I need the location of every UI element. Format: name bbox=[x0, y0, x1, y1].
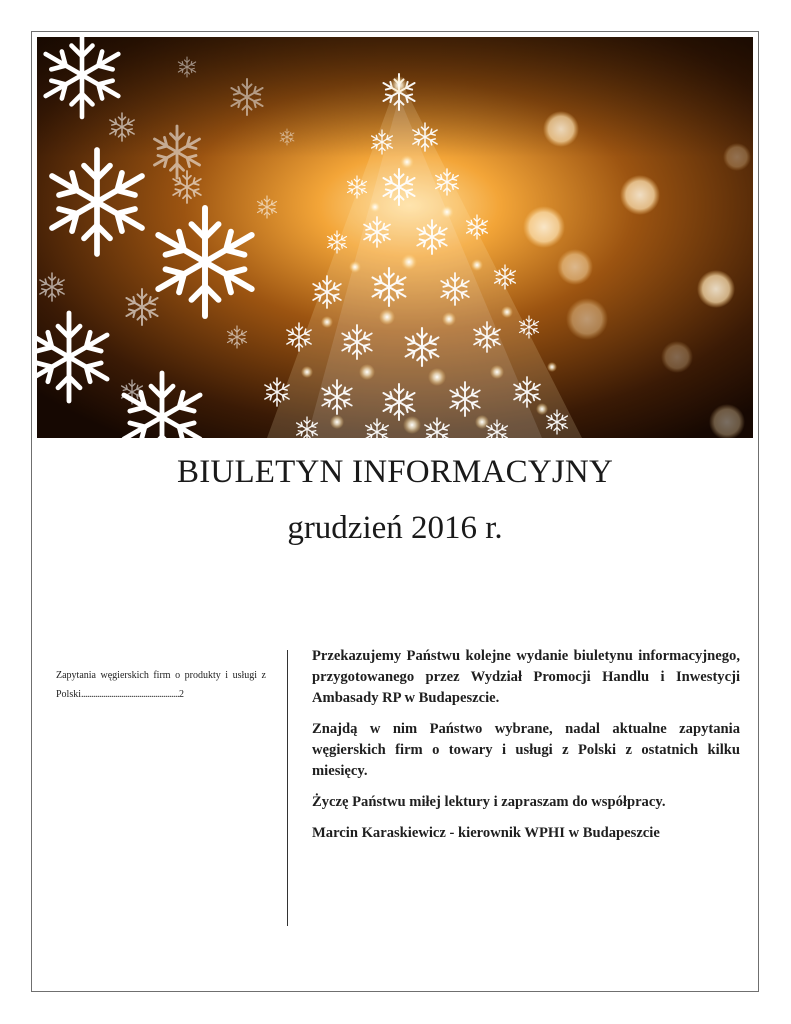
toc-entry[interactable] bbox=[56, 666, 266, 704]
toc-leader-dots: ................................................. bbox=[81, 689, 180, 700]
christmas-banner-image bbox=[37, 37, 753, 438]
bulletin-date: grudzień 2016 r. bbox=[287, 510, 503, 546]
bulletin-title: BIULETYN INFORMACYJNY bbox=[177, 454, 613, 490]
intro-paragraph: Życzę Państwu miłej lektury i zapraszam do współpracy. bbox=[312, 794, 666, 810]
column-divider bbox=[287, 650, 288, 926]
toc-entry-title: Zapytania węgierskich firm o produkty i usługi z Polski bbox=[56, 670, 266, 700]
intro-text bbox=[312, 646, 740, 844]
intro-paragraph: Przekazujemy Państwu kolejne wydanie biuletynu informacyjnego, przygotowanego przez Wydział Promocji Handlu i Inwestycji Ambasady RP w Budapeszcie. bbox=[312, 648, 740, 706]
signature: Marcin Karaskiewicz - kierownik WPHI w Budapeszcie bbox=[312, 825, 660, 841]
toc-page-number: 2 bbox=[179, 689, 185, 700]
table-of-contents bbox=[56, 666, 266, 704]
intro-paragraph: Znajdą w nim Państwo wybrane, nadal aktualne zapytania węgierskich firm o towary i usługi z Polski z ostatnich kilku miesięcy. bbox=[312, 721, 740, 779]
